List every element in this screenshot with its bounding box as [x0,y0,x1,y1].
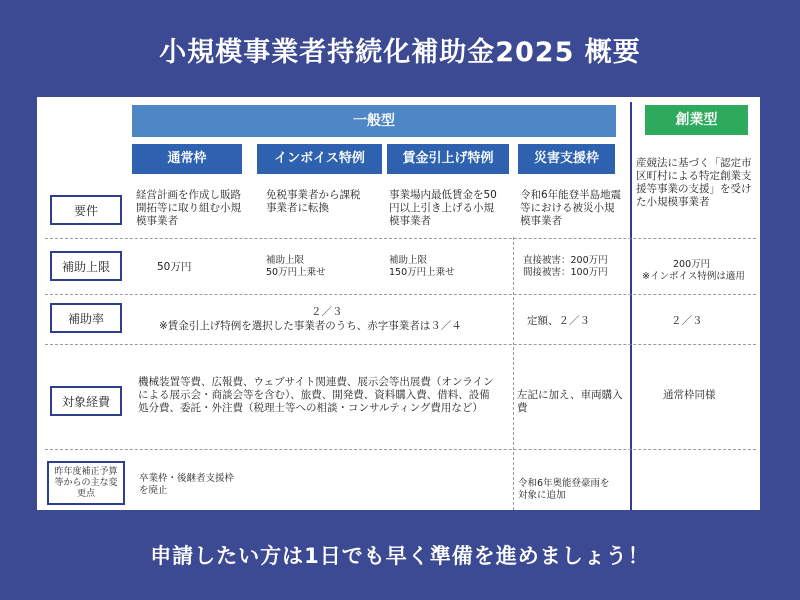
row-label-expenses: 対象経費 [50,386,122,416]
row-label-limit: 補助上限 [50,251,122,281]
row-divider [45,238,756,239]
limit-regular: 50万円 [157,261,192,273]
changes-disaster-line2: 対象に追加 [518,490,566,501]
changes-disaster-line1: 令和6年奥能登豪雨を [518,478,610,489]
footer-message: 申請したい方は1日でも早く準備を進めましょう！ [150,544,650,568]
req-disaster: 令和6年能登半島地震等における被災小規模事業者 [520,189,622,227]
req-invoice: 免税事業者から課税事業者に転換 [266,189,361,214]
header-general: 一般型 [132,105,616,137]
limit-startup-line1: 200万円 [673,259,711,270]
limit-disaster-line2: 間接被害：100万円 [523,267,608,278]
header-regular: 通常枠 [132,144,242,174]
row-label-changes: 昨年度補正予算等からの主な変更点 [47,461,125,505]
header-wage: 賃金引上げ特例 [387,144,509,174]
expenses-general: 機械装置等費、広報費、ウェブサイト関連費、展示会等出展費（オンラインによる展示会・商談会等を含む）、旅費、開発費、資料購入費、借料、設備処分費、委託・外注費（税理士等への相談・コンサルティング費用など） [138,376,494,414]
row-divider [45,344,756,345]
row-divider [45,294,756,295]
limit-disaster-line1: 直接被害：200万円 [523,255,608,266]
changes-general-line1: 卒業枠・後継者支援枠 [139,473,235,484]
row-label-rate: 補助率 [50,303,122,333]
req-wage: 事業場内最低賃金を50円以上引き上げる小規模事業者 [389,189,497,227]
limit-invoice-line1: 補助上限 [266,255,305,266]
header-invoice: インボイス特例 [257,144,382,174]
row-divider [45,449,756,450]
header-disaster: 災害支援枠 [518,144,615,174]
expenses-disaster: 左記に加え、車両購入費 [517,389,623,414]
req-startup: 産競法に基づく「認定市区町村による特定創業支援等事業の支援」を受けた小規模事業者 [636,157,752,208]
req-regular: 経営計画を作成し販路開拓等に取り組む小規模事業者 [136,189,241,227]
expenses-startup: 通常枠同様 [663,389,716,401]
rate-disaster: 定額、２／３ [527,315,590,327]
row-label-requirements: 要件 [50,195,122,225]
header-startup: 創業型 [645,105,748,135]
rate-general-line1: ２／３ [311,306,343,318]
disaster-divider [513,237,514,510]
limit-wage-line2: 150万円上乗せ [389,267,455,278]
limit-wage-line1: 補助上限 [389,255,428,266]
limit-startup-line2: ※インボイス特例は適用 [642,271,745,282]
rate-general-line2: ※賃金引上げ特例を選択した事業者のうち、赤字事業者は３／４ [159,320,462,332]
page-title: 小規模事業者持続化補助金2025 概要 [159,37,641,68]
changes-general-line2: を廃止 [139,485,168,496]
limit-invoice-line2: 50万円上乗せ [266,267,326,278]
rate-startup: ２／３ [671,315,703,327]
overview-table [37,97,760,510]
